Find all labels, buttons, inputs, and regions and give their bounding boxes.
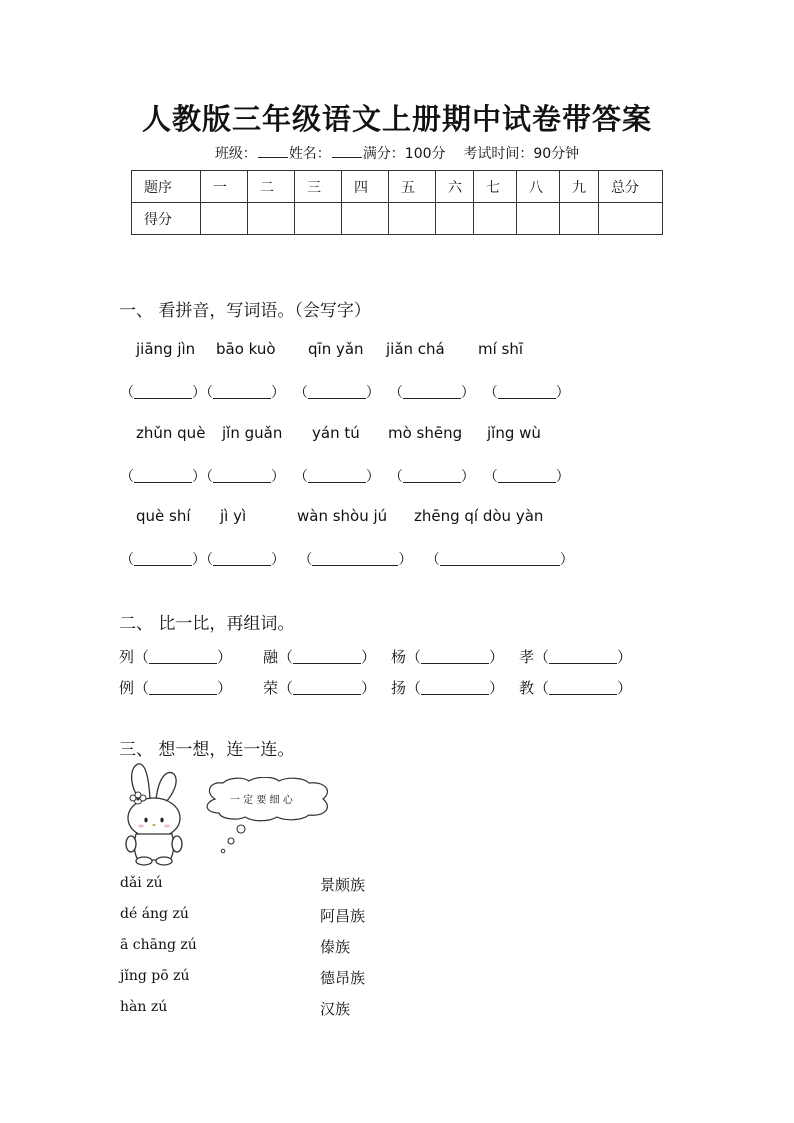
paren-open: （ bbox=[120, 552, 134, 568]
pinyin-item: yán tú bbox=[312, 424, 360, 442]
paren-close: ） bbox=[555, 469, 570, 485]
exam-info-line bbox=[0, 143, 794, 163]
score-cell[interactable] bbox=[342, 203, 389, 235]
paren-open: （ bbox=[120, 385, 134, 401]
score-row-label: 得分 bbox=[132, 203, 201, 235]
score-header-cell: 五 bbox=[389, 171, 436, 203]
compare-item: 列（ ） bbox=[119, 648, 233, 666]
pinyin-item: bāo kuò bbox=[216, 340, 276, 358]
word-blank[interactable] bbox=[293, 649, 361, 664]
compare-char: 例 bbox=[119, 679, 135, 697]
word-blank[interactable] bbox=[421, 649, 489, 664]
paren-close: ） bbox=[271, 469, 285, 485]
match-ethnic-name[interactable]: 景颇族 bbox=[320, 876, 366, 894]
compare-item: 孝（ ） bbox=[519, 648, 633, 666]
paren-close: ） bbox=[365, 469, 380, 485]
paren-open: （ bbox=[120, 469, 134, 485]
paren-close: ） bbox=[271, 552, 285, 568]
paren-open: （ bbox=[293, 385, 308, 401]
answer-blank[interactable] bbox=[213, 468, 271, 483]
score-cell[interactable] bbox=[295, 203, 342, 235]
score-table-header-row bbox=[132, 171, 663, 203]
compare-item: 扬（ ） bbox=[391, 679, 505, 697]
score-cell[interactable] bbox=[517, 203, 560, 235]
score-cell[interactable] bbox=[389, 203, 436, 235]
score-table bbox=[131, 170, 663, 235]
paren-open: （ bbox=[388, 385, 403, 401]
compare-char: 列 bbox=[119, 648, 135, 666]
paren-close: ） bbox=[460, 469, 475, 485]
score-cell[interactable] bbox=[201, 203, 248, 235]
pinyin-item: zhēng qí dòu yàn bbox=[414, 507, 544, 525]
match-pinyin[interactable]: dé áng zú bbox=[120, 906, 189, 922]
paren-open: （ bbox=[206, 552, 213, 568]
word-blank[interactable] bbox=[549, 649, 617, 664]
page-title: 人教版三年级语文上册期中试卷带答案 bbox=[141, 102, 652, 136]
answer-blank[interactable] bbox=[403, 468, 461, 483]
score-header-cell: 六 bbox=[436, 171, 474, 203]
paren-close: ） bbox=[365, 385, 380, 401]
bubble-text: 一 定 要 细 心 bbox=[230, 795, 293, 806]
score-cell[interactable] bbox=[474, 203, 517, 235]
paren-close: ） bbox=[192, 385, 206, 401]
compare-item: 例（ ） bbox=[119, 679, 233, 697]
score-header-cell: 四 bbox=[342, 171, 389, 203]
compare-item: 教（ ） bbox=[519, 679, 633, 697]
compare-char: 孝 bbox=[519, 648, 535, 666]
match-ethnic-name[interactable]: 傣族 bbox=[320, 938, 351, 956]
compare-item: 杨（ ） bbox=[391, 648, 505, 666]
score-cell[interactable] bbox=[560, 203, 599, 235]
paren-close: ） bbox=[271, 385, 285, 401]
paren-close: ） bbox=[559, 552, 574, 568]
answer-blank[interactable] bbox=[213, 384, 271, 399]
section3-heading: 三、 想一想，连一连。 bbox=[119, 740, 295, 760]
name-label: 姓名： bbox=[288, 146, 331, 162]
name-blank[interactable] bbox=[332, 145, 362, 158]
word-blank[interactable] bbox=[149, 680, 217, 695]
match-ethnic-name[interactable]: 阿昌族 bbox=[320, 907, 366, 925]
answer-blank[interactable] bbox=[134, 384, 192, 399]
answer-blank-row bbox=[120, 549, 574, 569]
paren-close: ） bbox=[192, 469, 206, 485]
score-header-cell: 题序 bbox=[132, 171, 201, 203]
pinyin-item: jiǎn chá bbox=[386, 340, 445, 358]
match-pinyin[interactable]: hàn zú bbox=[120, 999, 168, 1015]
class-blank[interactable] bbox=[258, 145, 288, 158]
answer-blank[interactable] bbox=[308, 468, 366, 483]
pinyin-item: mí shī bbox=[478, 340, 524, 358]
pinyin-item: què shí bbox=[136, 507, 191, 525]
compare-char: 杨 bbox=[391, 648, 407, 666]
paren-close: ） bbox=[460, 385, 475, 401]
answer-blank[interactable] bbox=[403, 384, 461, 399]
class-label: 班级： bbox=[214, 146, 257, 162]
answer-blank[interactable] bbox=[312, 551, 398, 566]
score-header-cell: 三 bbox=[295, 171, 342, 203]
compare-item: 融（ ） bbox=[263, 648, 377, 666]
pinyin-item: mò shēng bbox=[388, 424, 463, 442]
answer-blank-row bbox=[120, 466, 570, 486]
compare-char: 扬 bbox=[391, 679, 407, 697]
score-cell[interactable] bbox=[248, 203, 295, 235]
section1-heading: 一、 看拼音，写词语。（会写字） bbox=[119, 301, 371, 321]
word-blank[interactable] bbox=[149, 649, 217, 664]
pinyin-item: jǐng wù bbox=[487, 424, 541, 442]
pinyin-item: wàn shòu jú bbox=[297, 507, 388, 525]
answer-blank[interactable] bbox=[134, 468, 192, 483]
score-header-cell: 总分 bbox=[599, 171, 663, 203]
paren-open: （ bbox=[206, 385, 213, 401]
score-header-cell: 一 bbox=[201, 171, 248, 203]
answer-blank[interactable] bbox=[213, 551, 271, 566]
score-header-cell: 九 bbox=[560, 171, 599, 203]
paren-open: （ bbox=[293, 469, 308, 485]
answer-blank[interactable] bbox=[498, 384, 556, 399]
section2-heading: 二、 比一比，再组词。 bbox=[119, 614, 295, 634]
cartoon-bunny-illustration bbox=[116, 760, 196, 870]
exam-time-label: 考试时间：90分钟 bbox=[463, 146, 580, 162]
answer-blank-row bbox=[120, 382, 570, 402]
word-blank[interactable] bbox=[293, 680, 361, 695]
paren-close: ） bbox=[192, 552, 206, 568]
compare-char: 融 bbox=[263, 648, 279, 666]
answer-blank[interactable] bbox=[440, 551, 560, 566]
answer-blank[interactable] bbox=[498, 468, 556, 483]
word-blank[interactable] bbox=[549, 680, 617, 695]
pinyin-item: qīn yǎn bbox=[308, 340, 364, 358]
paren-open: （ bbox=[298, 552, 313, 568]
word-blank[interactable] bbox=[421, 680, 489, 695]
pinyin-item: jǐn guǎn bbox=[222, 424, 283, 442]
score-cell[interactable] bbox=[436, 203, 474, 235]
match-ethnic-name[interactable]: 汉族 bbox=[320, 1000, 351, 1018]
score-header-cell: 八 bbox=[517, 171, 560, 203]
paren-open: （ bbox=[483, 469, 498, 485]
pinyin-item: jiāng jìn bbox=[136, 340, 196, 358]
compare-char: 荣 bbox=[263, 679, 279, 697]
match-pinyin[interactable]: jǐng pō zú bbox=[120, 968, 190, 984]
score-header-cell: 七 bbox=[474, 171, 517, 203]
thought-bubble bbox=[203, 777, 335, 857]
answer-blank[interactable] bbox=[308, 384, 366, 399]
score-table-score-row bbox=[132, 203, 663, 235]
score-header-cell: 二 bbox=[248, 171, 295, 203]
answer-blank[interactable] bbox=[134, 551, 192, 566]
full-score-label: 满分：100分 bbox=[362, 146, 446, 162]
compare-char: 教 bbox=[519, 679, 535, 697]
match-ethnic-name[interactable]: 德昂族 bbox=[320, 969, 366, 987]
paren-open: （ bbox=[388, 469, 403, 485]
compare-item: 荣（ ） bbox=[263, 679, 377, 697]
paren-open: （ bbox=[425, 552, 440, 568]
match-pinyin[interactable]: dǎi zú bbox=[120, 875, 163, 891]
paren-open: （ bbox=[206, 469, 213, 485]
pinyin-item: jì yì bbox=[220, 507, 247, 525]
paren-open: （ bbox=[483, 385, 498, 401]
pinyin-item: zhǔn què bbox=[136, 424, 206, 442]
score-cell[interactable] bbox=[599, 203, 663, 235]
match-pinyin[interactable]: ā chāng zú bbox=[120, 937, 197, 953]
paren-close: ） bbox=[555, 385, 570, 401]
paren-close: ） bbox=[398, 552, 413, 568]
